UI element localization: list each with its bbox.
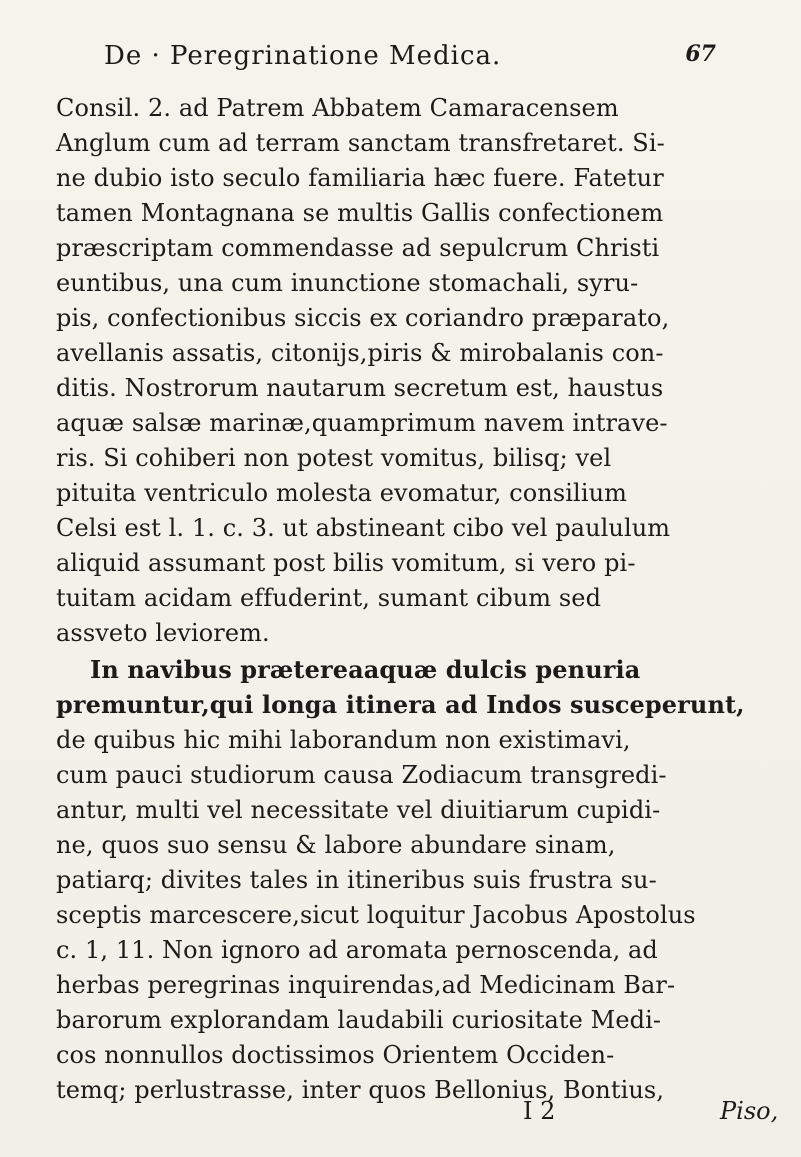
text-line: c. 1, 11. Non ignoro ad aromata pernoscenda, ad	[56, 936, 658, 964]
text-line: aquæ salsæ marinæ,quamprimum navem intrave-	[56, 409, 668, 437]
text-line: euntibus, una cum inunctione stomachali, syru-	[56, 269, 639, 297]
text-line: Consil. 2. ad Patrem Abbatem Camaracensem	[56, 94, 619, 122]
text-line: sceptis marcescere,sicut loquitur Jacobus Apostolus	[56, 901, 696, 929]
text-line: cum pauci studiorum causa Zodiacum transgredi-	[56, 761, 667, 789]
text-line: aliquid assumant post bilis vomitum, si vero pi-	[56, 549, 636, 577]
text-line: ris. Si cohiberi non potest vomitus, bilisq; vel	[56, 444, 612, 472]
text-line: ditis. Nostrorum nautarum secretum est, haustus	[56, 374, 664, 402]
text-line-bold: In navibus prætereaaquæ dulcis penuria	[90, 655, 641, 684]
text-line: ne, quos suo sensu & labore abundare sinam,	[56, 831, 616, 859]
running-head: De · Peregrinatione Medica.	[104, 41, 502, 71]
text-line: tuitam acidam effuderint, sumant cibum sed	[56, 584, 602, 612]
text-line: barorum explorandam laudabili curiositate Medi-	[56, 1006, 662, 1034]
text-line: temq; perlustrasse, inter quos Bellonius, Bontius,	[56, 1076, 665, 1104]
text-line-bold: premuntur,qui longa itinera ad Indos susceperunt,	[56, 690, 745, 719]
text-line: avellanis assatis, citonijs,piris & mirobalanis con-	[56, 339, 664, 367]
text-line: præscriptam commendasse ad sepulcrum Christi	[56, 234, 660, 262]
text-line: herbas peregrinas inquirendas,ad Medicinam Bar-	[56, 971, 676, 999]
signature-mark: I 2	[523, 1097, 556, 1125]
text-line: ne dubio isto seculo familiaria hæc fuere. Fatetur	[56, 164, 664, 192]
catchword: Piso,	[720, 1097, 779, 1125]
text-line: de quibus hic mihi laborandum non existimavi,	[56, 726, 631, 754]
text-line: tamen Montagnana se multis Gallis confectionem	[56, 199, 664, 227]
page-number: 67	[685, 41, 716, 67]
text-line: Celsi est l. 1. c. 3. ut abstineant cibo vel paululum	[56, 514, 671, 542]
text-line: pituita ventriculo molesta evomatur, consilium	[56, 479, 628, 507]
text-line: pis, confectionibus siccis ex coriandro præparato,	[56, 304, 670, 332]
text-line: patiarq; divites tales in itineribus suis frustra su-	[56, 866, 657, 894]
text-line: assveto leviorem.	[56, 619, 270, 647]
page-header	[104, 41, 716, 83]
text-line: antur, multi vel necessitate vel diuitiarum cupidi-	[56, 796, 661, 824]
text-line: cos nonnullos doctissimos Orientem Occiden-	[56, 1041, 615, 1069]
text-line: Anglum cum ad terram sanctam transfretaret. Si-	[56, 129, 665, 157]
